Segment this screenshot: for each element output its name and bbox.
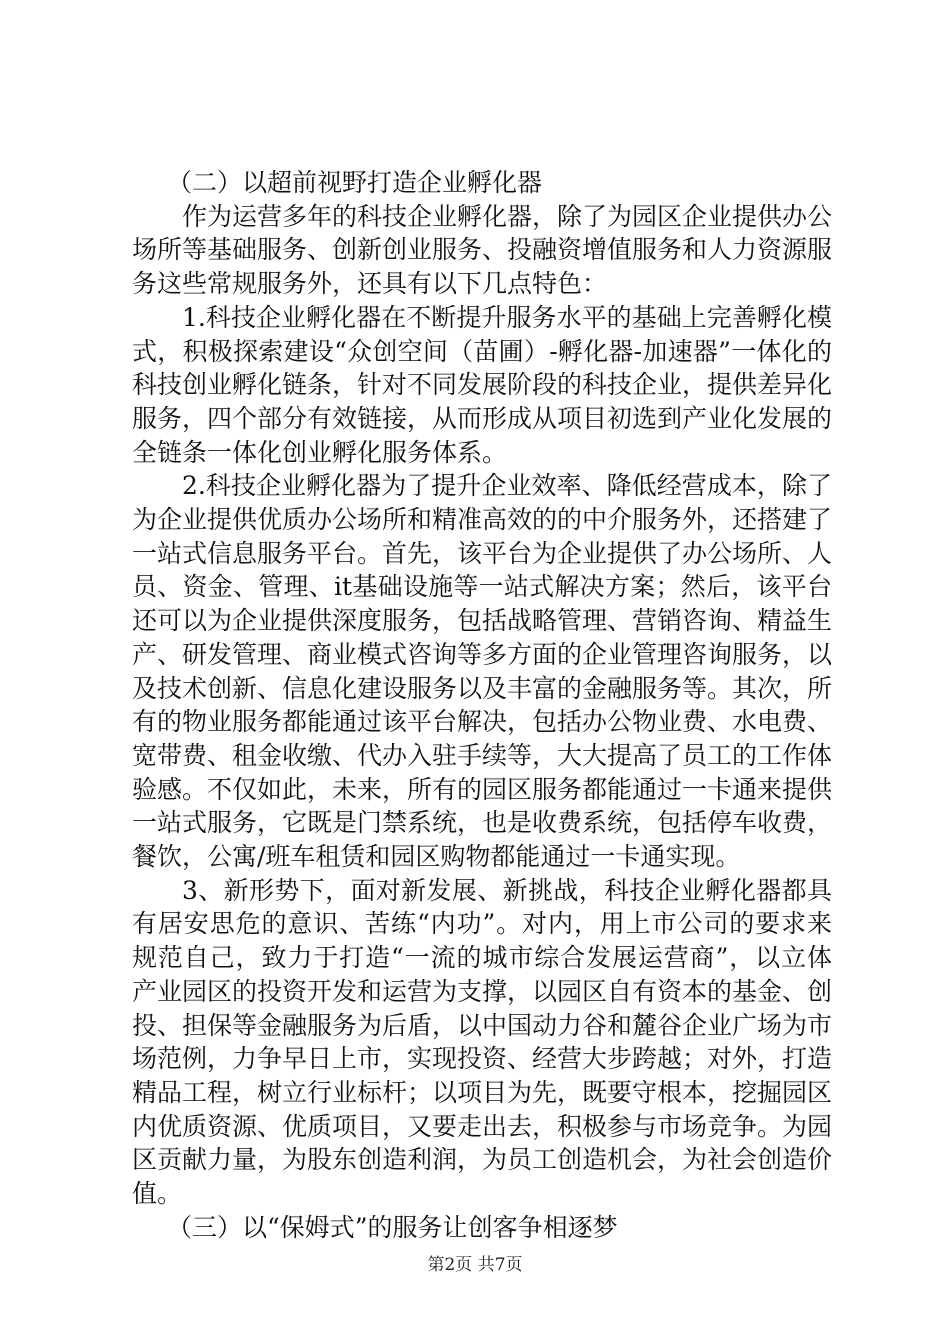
paragraph-feature-2: 2.科技企业孵化器为了提升企业效率、降低经营成本，除了为企业提供优质办公场所和精准高效的的中介服务外，还搭建了一站式信息服务平台。首先，该平台为企业提供了办公场所、人员、资金、管理、it基础设施等一站式解决方案；然后，该平台还可以为企业提供深度服务，包括战略管理、营销咨询、精益生产、研发管理、商业模式咨询等多方面的企业管理咨询服务，以及技术创新、信息化建设服务以及丰富的金融服务等。其次，所有的物业服务都能通过该平台解决，包括办公物业费、水电费、宽带费、租金收缴、代办入驻手续等，大大提高了员工的工作体验感。不仅如此，未来，所有的园区服务都能通过一卡通来提供一站式服务，它既是门禁系统，也是收费系统，包括停车收费，餐饮，公寓/班车租赁和园区购物都能通过一卡通实现。 (132, 471, 833, 872)
page-number-footer: 第2页 共7页 (427, 1255, 523, 1275)
paragraph-feature-1: 1.科技企业孵化器在不断提升服务水平的基础上完善孵化模式，积极探索建设“众创空间（苗圃）-孵化器-加速器”一体化的科技创业孵化链条，针对不同发展阶段的科技企业，提供差异化服务，四个部分有效链接，从而形成从项目初选到产业化发展的全链条一体化创业孵化服务体系。 (132, 302, 833, 467)
paragraph-feature-3: 3、新形势下，面对新发展、新挑战，科技企业孵化器都具有居安思危的意识、苦练“内功”。对内，用上市公司的要求来规范自己，致力于打造“一流的城市综合发展运营商”，以立体产业园区的投资开发和运营为支撑，以园区自有资本的基金、创投、担保等金融服务为后盾，以中国动力谷和麓谷企业广场为市场范例，力争早日上市，实现投资、经营大步跨越；对外，打造精品工程，树立行业标杆；以项目为先，既要守根本，挖掘园区内优质资源、优质项目，又要走出去，积极参与市场竞争。为园区贡献力量，为股东创造利润，为员工创造机会，为社会创造价值。 (132, 875, 833, 1209)
document-body (132, 166, 832, 1245)
section-heading-2: （二）以超前视野打造企业孵化器 (167, 168, 543, 197)
paragraph-intro: 作为运营多年的科技企业孵化器，除了为园区企业提供办公场所等基础服务、创新创业服务、投融资增值服务和人力资源服务这些常规服务外，还具有以下几点特色： (132, 201, 833, 299)
section-heading-3: （三）以“保姆式”的服务让创客争相逐梦 (167, 1212, 618, 1242)
